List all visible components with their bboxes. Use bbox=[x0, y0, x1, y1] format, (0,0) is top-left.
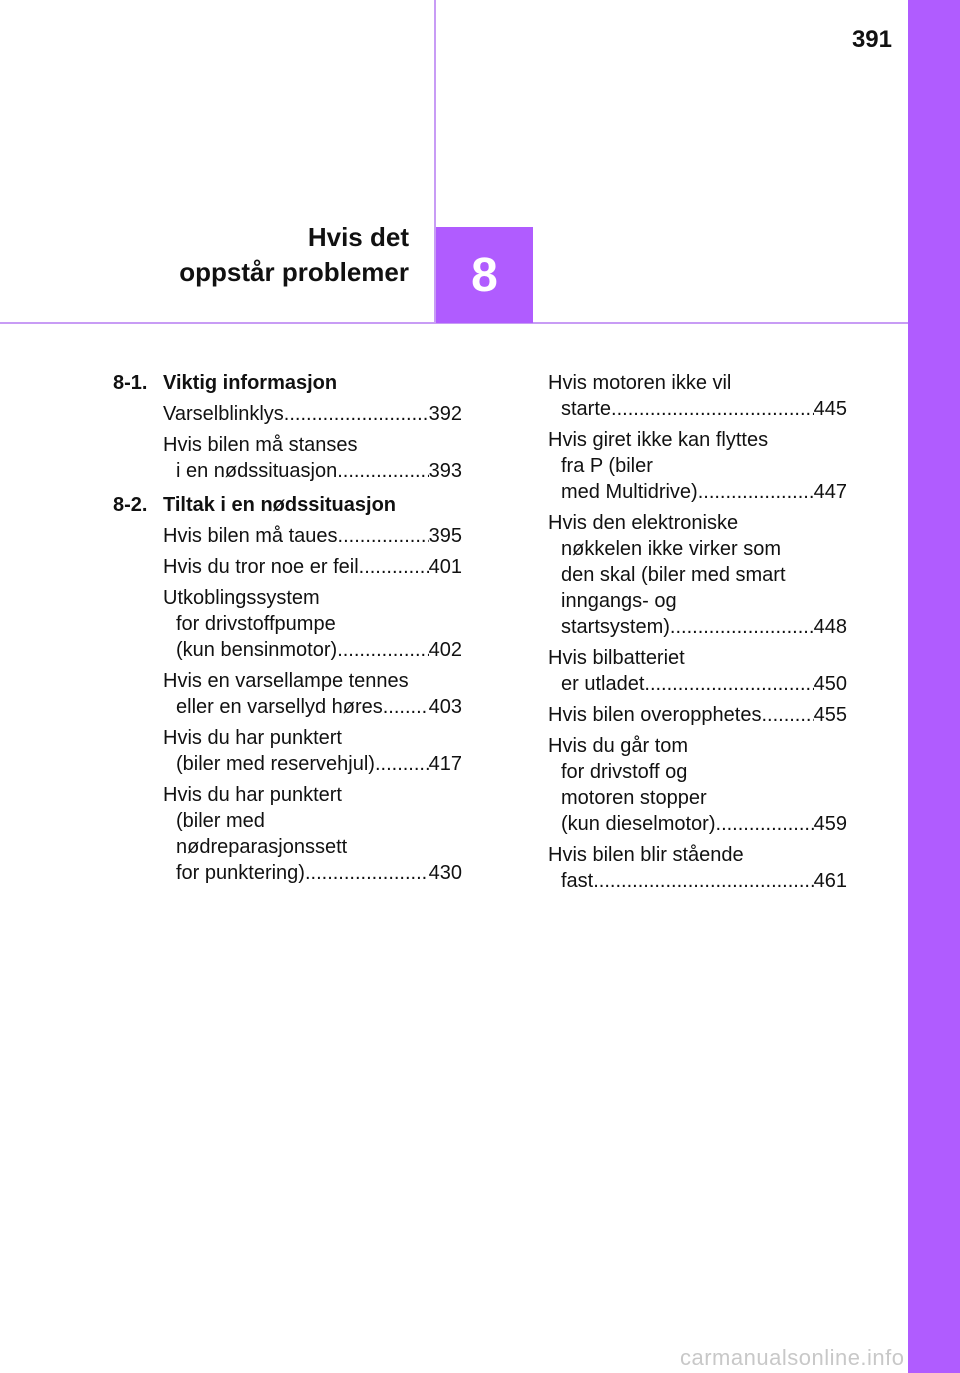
toc-page-ref[interactable]: 455 bbox=[813, 704, 847, 726]
toc-page-ref[interactable]: 401 bbox=[428, 556, 462, 578]
toc-leader-dots bbox=[670, 614, 814, 640]
toc-entry-text: (biler med reservehjul) bbox=[176, 753, 375, 775]
toc-page-ref[interactable]: 392 bbox=[428, 403, 462, 425]
toc-entry-text: starte bbox=[561, 398, 612, 420]
toc-left-column bbox=[113, 370, 462, 886]
toc-entry[interactable] bbox=[163, 554, 462, 580]
toc-entry[interactable] bbox=[548, 733, 847, 837]
toc-entry-line: Utkoblingssystem bbox=[163, 587, 320, 609]
chapter-side-bar bbox=[908, 0, 960, 1373]
toc-entry-last-line bbox=[548, 396, 847, 422]
toc-entry-line: for drivstoffpumpe bbox=[176, 613, 336, 635]
toc-leader-dots bbox=[698, 479, 814, 505]
toc-entry-text: Hvis du tror noe er feil bbox=[163, 556, 359, 578]
toc-leader-dots bbox=[337, 637, 428, 663]
toc-entry-text: Hvis bilen overopphetes bbox=[548, 704, 762, 726]
toc-entry-line: nøkkelen ikke virker som bbox=[561, 538, 782, 560]
toc-entry-line: den skal (biler med smart bbox=[561, 564, 786, 586]
toc-leader-dots bbox=[338, 523, 429, 549]
toc-page-ref[interactable]: 450 bbox=[813, 673, 847, 695]
toc-entry-text: fast bbox=[561, 870, 594, 892]
toc-leader-dots bbox=[359, 554, 429, 580]
section-title: Tiltak i en nødssituasjon bbox=[163, 494, 397, 516]
chapter-number-badge: 8 bbox=[436, 227, 533, 323]
toc-entry-last-line bbox=[548, 702, 847, 728]
toc-entry[interactable] bbox=[548, 645, 847, 697]
toc-leader-dots bbox=[761, 702, 813, 728]
toc-entry-line: for drivstoff og bbox=[561, 761, 688, 783]
toc-entry-line: Hvis giret ikke kan flyttes bbox=[548, 429, 769, 451]
toc-entry[interactable] bbox=[163, 432, 462, 484]
toc-entry-line: Hvis motoren ikke vil bbox=[548, 372, 732, 394]
toc-entry-last-line bbox=[163, 401, 462, 427]
toc-entry-line: (biler med bbox=[176, 810, 265, 832]
toc-entry-line: Hvis du har punktert bbox=[163, 784, 342, 806]
toc-entry-text: startsystem) bbox=[561, 616, 670, 638]
chapter-title-line-1: Hvis det bbox=[307, 222, 409, 252]
toc-entry[interactable] bbox=[548, 510, 847, 640]
toc-entry-last-line bbox=[548, 811, 847, 837]
toc-entry[interactable] bbox=[163, 668, 462, 720]
section-heading[interactable] bbox=[113, 370, 462, 396]
toc-entry-text: for punktering) bbox=[176, 862, 305, 884]
toc-entry-text: Varselblinklys bbox=[163, 403, 284, 425]
toc-entry-text: (kun dieselmotor) bbox=[561, 813, 716, 835]
toc-entry-last-line bbox=[548, 614, 847, 640]
toc-right-column bbox=[548, 370, 847, 894]
toc-entry-line: Hvis du går tom bbox=[548, 735, 689, 757]
toc-entry[interactable] bbox=[548, 427, 847, 505]
toc-leader-dots bbox=[383, 694, 429, 720]
toc-leader-dots bbox=[305, 860, 429, 886]
toc-entry-line: nødreparasjonssett bbox=[176, 836, 348, 858]
toc-entry-text: er utladet bbox=[561, 673, 645, 695]
toc-entry-last-line bbox=[163, 458, 462, 484]
toc-entry[interactable] bbox=[548, 702, 847, 728]
toc-entry-last-line bbox=[163, 694, 462, 720]
toc-entry-text: i en nødssituasjon bbox=[176, 460, 338, 482]
toc-entry-last-line bbox=[163, 637, 462, 663]
toc-entry-line: Hvis bilen må stanses bbox=[163, 434, 358, 456]
toc-entry-last-line bbox=[548, 671, 847, 697]
toc-entry[interactable] bbox=[163, 401, 462, 427]
toc-page-ref[interactable]: 395 bbox=[428, 525, 462, 547]
toc-entry[interactable] bbox=[163, 725, 462, 777]
toc-entry[interactable] bbox=[548, 842, 847, 894]
toc-entry-last-line bbox=[163, 554, 462, 580]
section-number: 8-2. bbox=[113, 494, 148, 516]
toc-page-ref[interactable]: 402 bbox=[428, 639, 462, 661]
toc-entry[interactable] bbox=[163, 782, 462, 886]
toc-entry-line: Hvis du har punktert bbox=[163, 727, 342, 749]
watermark: carmanualsonline.info bbox=[680, 1345, 905, 1370]
toc-page-ref[interactable]: 417 bbox=[428, 753, 462, 775]
toc-page-ref[interactable]: 445 bbox=[813, 398, 847, 420]
toc-entry[interactable] bbox=[548, 370, 847, 422]
toc-entry-last-line bbox=[163, 860, 462, 886]
toc-entry-line: Hvis bilbatteriet bbox=[548, 647, 685, 669]
toc-page-ref[interactable]: 448 bbox=[813, 616, 847, 638]
section-heading[interactable] bbox=[113, 492, 462, 518]
toc-leader-dots bbox=[611, 396, 814, 422]
toc-page-ref[interactable]: 447 bbox=[813, 481, 847, 503]
chapter-title bbox=[179, 220, 409, 290]
toc-entry-line: Hvis en varsellampe tennes bbox=[163, 670, 409, 692]
toc-entry-last-line bbox=[548, 479, 847, 505]
toc-page-ref[interactable]: 403 bbox=[428, 696, 462, 718]
toc-entry-last-line bbox=[548, 868, 847, 894]
toc-entry-text: (kun bensinmotor) bbox=[176, 639, 338, 661]
section-title: Viktig informasjon bbox=[163, 372, 338, 394]
section-number: 8-1. bbox=[113, 372, 148, 394]
chapter-title-line-2: oppstår problemer bbox=[179, 257, 409, 287]
toc-leader-dots bbox=[337, 458, 428, 484]
toc-entry-last-line bbox=[163, 751, 462, 777]
page-number: 391 bbox=[851, 26, 892, 53]
toc-entry-line: motoren stopper bbox=[561, 787, 707, 809]
toc-page-ref[interactable]: 459 bbox=[813, 813, 847, 835]
toc-entry-text: med Multidrive) bbox=[561, 481, 698, 503]
toc-leader-dots bbox=[644, 671, 813, 697]
toc-entry-line: fra P (biler bbox=[561, 455, 653, 477]
toc-leader-dots bbox=[593, 868, 813, 894]
toc-entry[interactable] bbox=[163, 523, 462, 549]
toc-entry-last-line bbox=[163, 523, 462, 549]
toc-leader-dots bbox=[375, 751, 429, 777]
toc-page-ref[interactable]: 393 bbox=[428, 460, 462, 482]
toc-entry-line: Hvis den elektroniske bbox=[548, 512, 739, 534]
toc-entry[interactable] bbox=[163, 585, 462, 663]
toc-entry-line: inngangs- og bbox=[561, 590, 677, 612]
toc-leader-dots bbox=[284, 401, 429, 427]
toc-leader-dots bbox=[716, 811, 814, 837]
toc-page-ref[interactable]: 430 bbox=[428, 862, 462, 884]
toc-entry-line: Hvis bilen blir stående bbox=[548, 844, 744, 866]
toc-entry-text: Hvis bilen må taues bbox=[163, 525, 338, 547]
toc-entry-text: eller en varsellyd høres bbox=[176, 696, 383, 718]
toc-page-ref[interactable]: 461 bbox=[813, 870, 847, 892]
